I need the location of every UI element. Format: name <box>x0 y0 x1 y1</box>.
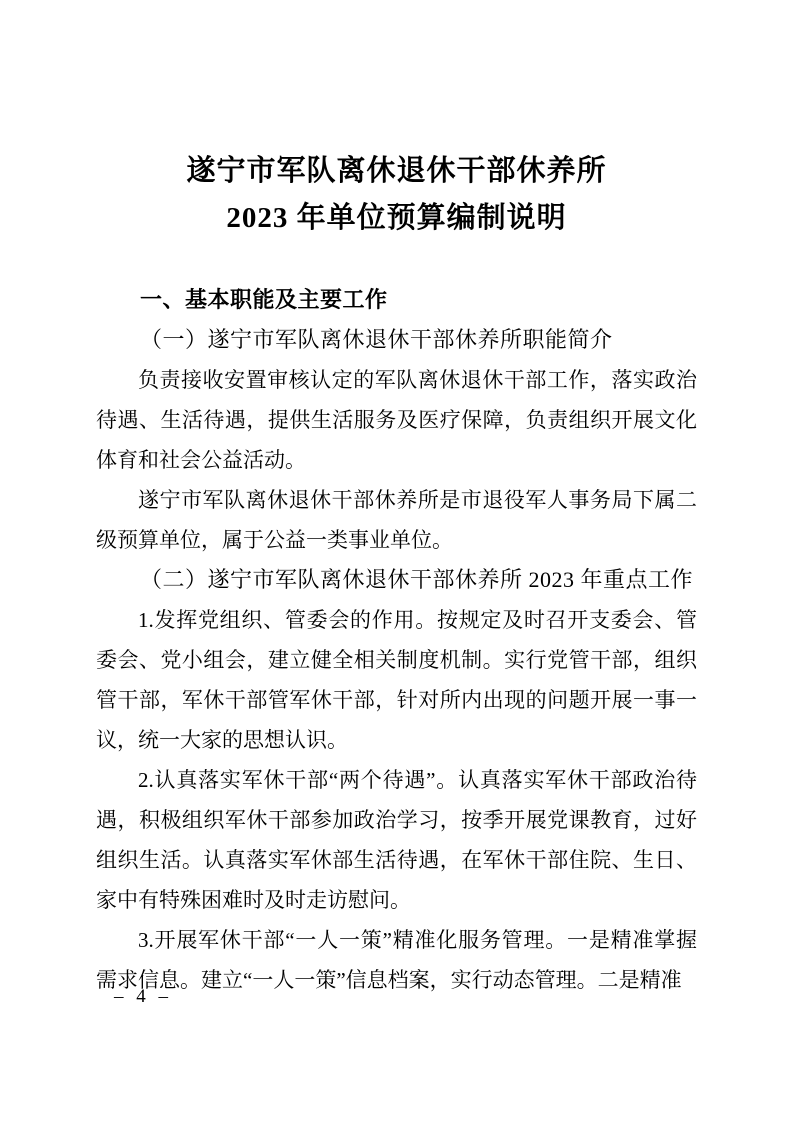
section-heading-basic-functions: 一、基本职能及主要工作 <box>140 287 388 312</box>
document-body <box>96 280 697 1000</box>
paragraph-unit-classification: 遂宁市军队离休退休干部休养所是市退役军人事务局下属二级预算单位，属于公益一类事业单位。 <box>96 488 697 552</box>
document-title <box>96 148 697 242</box>
subheading-functions-intro: （一）遂宁市军队离休退休干部休养所职能简介 <box>140 327 613 352</box>
page-number: – 4 – <box>114 986 172 1007</box>
paragraph-key-work-item1: 1.发挥党组织、管委会的作用。按规定及时召开支委会、管委会、党小组会，建立健全相关制度机制。实行党管干部，组织管干部，军休干部管军休干部，针对所内出现的问题开展一事一议，统一大家的思想认识。 <box>96 608 697 752</box>
subheading-2023-key-work: （二）遂宁市军队离休退休干部休养所 2023 年重点工作 <box>140 567 694 592</box>
paragraph-key-work-item3: 3.开展军休干部“一人一策”精准化服务管理。一是精准掌握需求信息。建立“一人一策”信息档案，实行动态管理。二是精准 <box>96 928 697 992</box>
paragraph-key-work-item2: 2.认真落实军休干部“两个待遇”。认真落实军休干部政治待遇，积极组织军休干部参加政治学习，按季开展党课教育，过好组织生活。认真落实军休部生活待遇，在军休干部住院、生日、家中有特殊困难时及时走访慰问。 <box>96 768 697 912</box>
document-title-line1: 遂宁市军队离休退休干部休养所 <box>186 155 607 187</box>
paragraph-functions-description: 负责接收安置审核认定的军队离休退休干部工作，落实政治待遇、生活待遇，提供生活服务及医疗保障，负责组织开展文化体育和社会公益活动。 <box>96 368 697 472</box>
document-title-line2: 2023 年单位预算编制说明 <box>226 202 567 234</box>
